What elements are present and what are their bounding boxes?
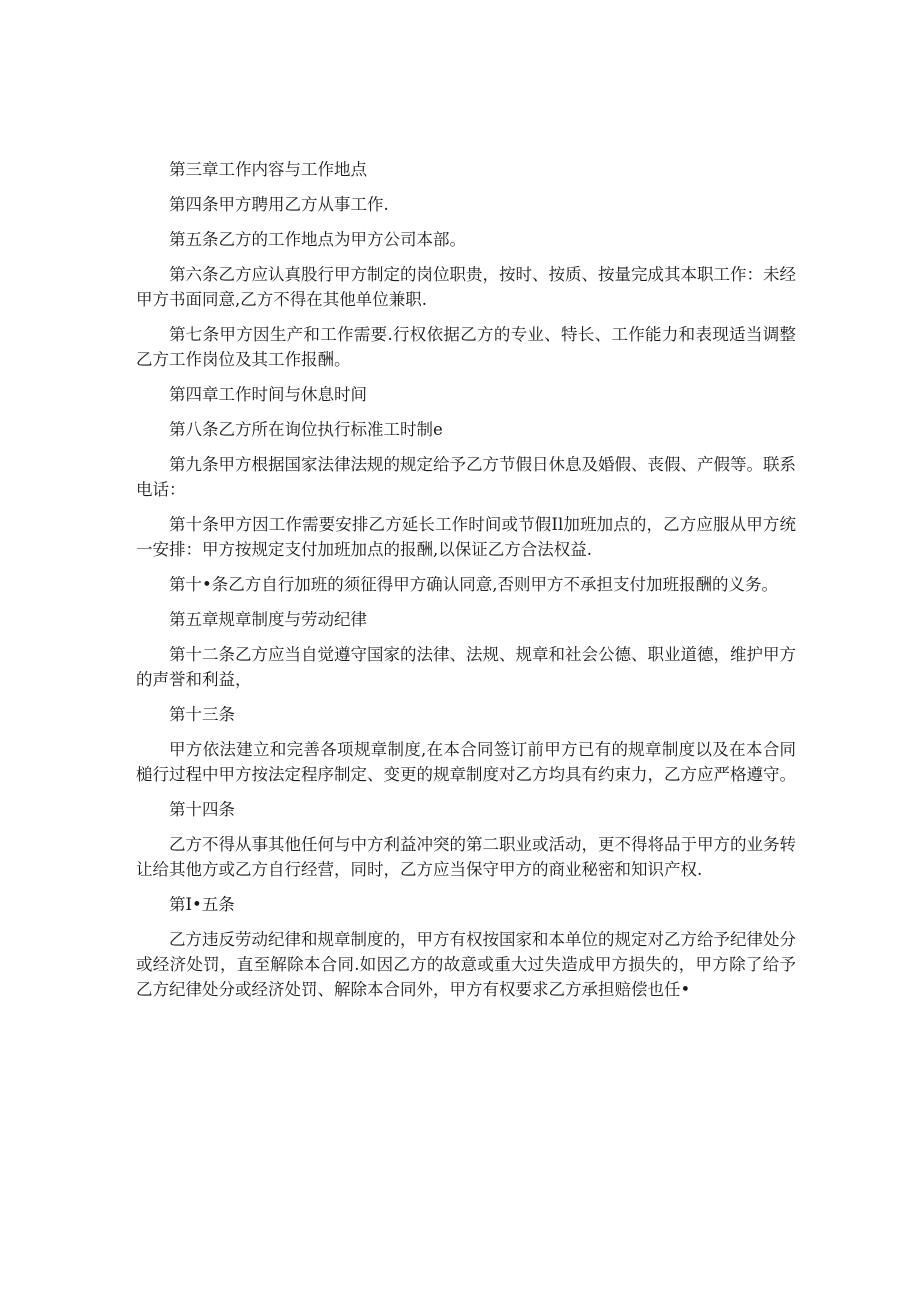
article-12: 第十二条乙方应当自觉遵守国家的法律、法规、规章和社会公德、职业道德，维护甲方的声誉和利益， <box>136 645 796 689</box>
article-8: 第八条乙方所在询位执行标准工时制e <box>169 420 443 439</box>
article-14-body: 乙方不得从事其他任何与中方利益冲突的第二职业或活动，更不得将品于甲方的业务转让给其他方或乙方自行经营，同时，乙方应当保守甲方的商业秘密和知识产权. <box>136 835 796 879</box>
article-6: 第六条乙方应认真股行甲方制定的岗位职贵，按时、按质、按量完成其本职工作：未经甲方书面同意,乙方不得在其他单位兼职. <box>136 265 796 309</box>
article-7: 第七条甲方因生产和工作需要.行权依据乙方的专业、特长、工作能力和表现适当调整乙方工作岗位及其工作报酬。 <box>136 325 796 369</box>
document-body <box>136 157 796 1012</box>
article-4: 第四条甲方聘用乙方从事工作. <box>169 195 389 214</box>
chapter-3-heading: 第三章工作内容与工作地点 <box>169 160 367 179</box>
article-9: 第九条甲方根据国家法律法规的规定给予乙方节假日休息及婚假、丧假、产假等。联系电话： <box>136 455 796 499</box>
article-15-heading: 第I•五条 <box>169 895 235 914</box>
article-14-heading: 第十四条 <box>169 800 235 819</box>
article-5: 第五条乙方的工作地点为甲方公司本部。 <box>169 230 466 249</box>
article-11: 第十•条乙方自行加班的须征得甲方确认同意,否则甲方不承担支付加班报酬的义务。 <box>169 575 778 594</box>
chapter-5-heading: 第五章规章制度与劳动纪律 <box>169 610 367 629</box>
article-15-body: 乙方违反劳动纪律和规章制度的，甲方有权按国家和本单位的规定对乙方给予纪律处分或经济处罚，直至解除本合同.如因乙方的故意或重大过失造成甲方损失的，甲方除了给予乙方纪律处分或经济处罚、解除本合同外，甲方有权要求乙方承担赔偿也任• <box>136 930 796 999</box>
chapter-4-heading: 第四章工作时间与休息时间 <box>169 385 367 404</box>
article-10: 第十条甲方因工作需要安排乙方延长工作时间或节假Il加班加点的，乙方应服从甲方统一安排：甲方按规定支付加班加点的报酬,以保证乙方合法权益. <box>136 515 796 559</box>
article-13-body: 甲方依法建立和完善各项规章制度,在本合同签订前甲方已有的规章制度以及在本合同槌行过程中甲方按法定程序制定、变更的规章制度对乙方均具有约束力，乙方应严格遵守。 <box>136 740 796 784</box>
article-13-heading: 第十三条 <box>169 705 235 724</box>
